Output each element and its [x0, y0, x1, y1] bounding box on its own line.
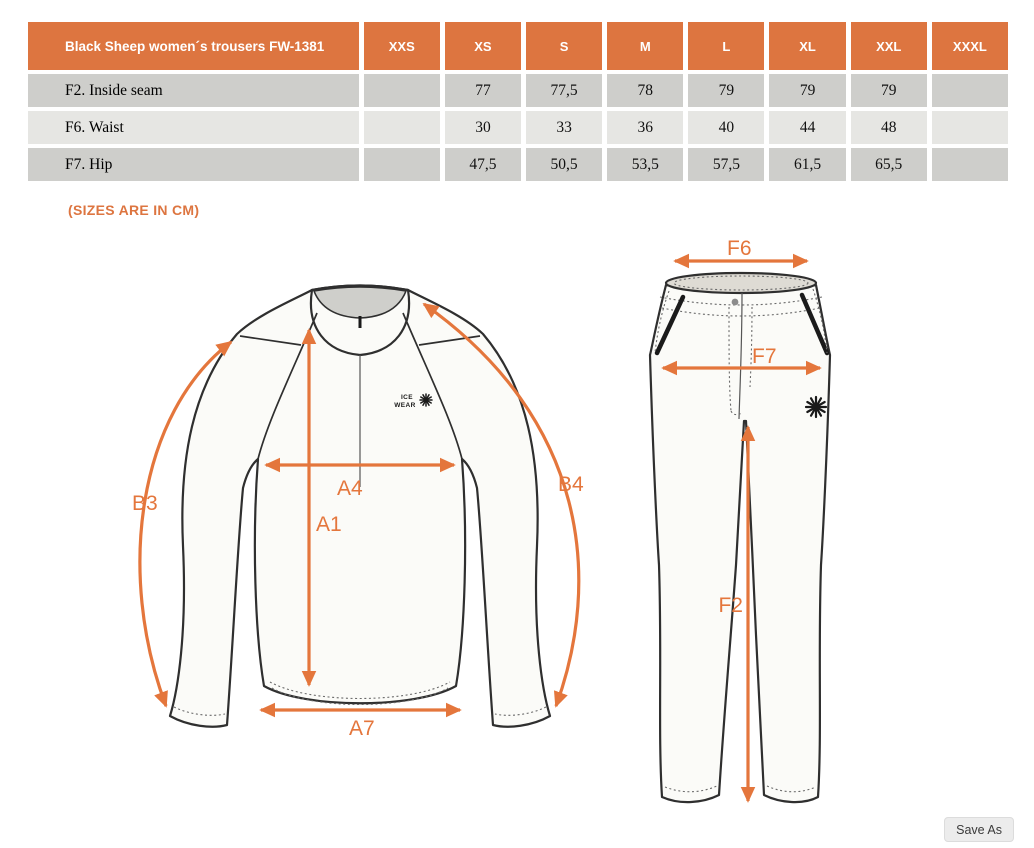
trousers-outline	[650, 273, 830, 802]
value-cell: 30	[445, 111, 521, 144]
shirt-diagram	[90, 248, 620, 768]
size-header-cell: XXL	[851, 22, 927, 70]
table-row	[28, 148, 1008, 181]
size-header-cell: M	[607, 22, 683, 70]
label-a7: A7	[349, 717, 375, 740]
size-header-cell: XS	[445, 22, 521, 70]
size-header-cell: XXS	[364, 22, 440, 70]
value-cell: 57,5	[688, 148, 764, 181]
value-cell: 77,5	[526, 74, 602, 107]
value-cell: 50,5	[526, 148, 602, 181]
size-header-cell: S	[526, 22, 602, 70]
size-header-cell: L	[688, 22, 764, 70]
value-cell: 78	[607, 74, 683, 107]
value-cell: 36	[607, 111, 683, 144]
label-a4: A4	[337, 477, 363, 500]
label-f2: F2	[718, 594, 743, 617]
sizes-unit-note: (SIZES ARE IN CM)	[68, 202, 200, 218]
value-cell: 33	[526, 111, 602, 144]
row-label-cell: F7. Hip	[28, 148, 359, 181]
value-cell	[364, 74, 440, 107]
value-cell: 77	[445, 74, 521, 107]
table-title: Black Sheep women´s trousers FW-1381	[28, 22, 359, 70]
value-cell: 65,5	[851, 148, 927, 181]
value-cell	[932, 111, 1008, 144]
row-label-cell: F2. Inside seam	[28, 74, 359, 107]
shirt-outline	[170, 286, 550, 727]
table-header-row	[28, 22, 1008, 70]
size-header-cell: XXXL	[932, 22, 1008, 70]
value-cell: 53,5	[607, 148, 683, 181]
value-cell: 40	[688, 111, 764, 144]
label-a1: A1	[316, 513, 342, 536]
value-cell: 47,5	[445, 148, 521, 181]
value-cell	[932, 148, 1008, 181]
table-row	[28, 74, 1008, 107]
label-f7: F7	[752, 345, 777, 368]
svg-text:ICE: ICE	[400, 394, 414, 401]
size-header-cell: XL	[769, 22, 845, 70]
value-cell: 79	[688, 74, 764, 107]
table-row	[28, 111, 1008, 144]
svg-text:WEAR: WEAR	[394, 402, 416, 409]
size-chart-table	[23, 18, 1013, 185]
save-as-button[interactable]: Save As	[944, 817, 1014, 842]
label-b3: B3	[132, 492, 158, 515]
value-cell: 44	[769, 111, 845, 144]
value-cell: 61,5	[769, 148, 845, 181]
waist-button	[732, 299, 739, 306]
value-cell	[364, 111, 440, 144]
label-f6: F6	[727, 237, 752, 260]
trousers-diagram	[635, 235, 895, 835]
value-cell	[364, 148, 440, 181]
value-cell: 48	[851, 111, 927, 144]
value-cell	[932, 74, 1008, 107]
value-cell: 79	[769, 74, 845, 107]
row-label-cell: F6. Waist	[28, 111, 359, 144]
value-cell: 79	[851, 74, 927, 107]
label-b4: B4	[558, 473, 584, 496]
